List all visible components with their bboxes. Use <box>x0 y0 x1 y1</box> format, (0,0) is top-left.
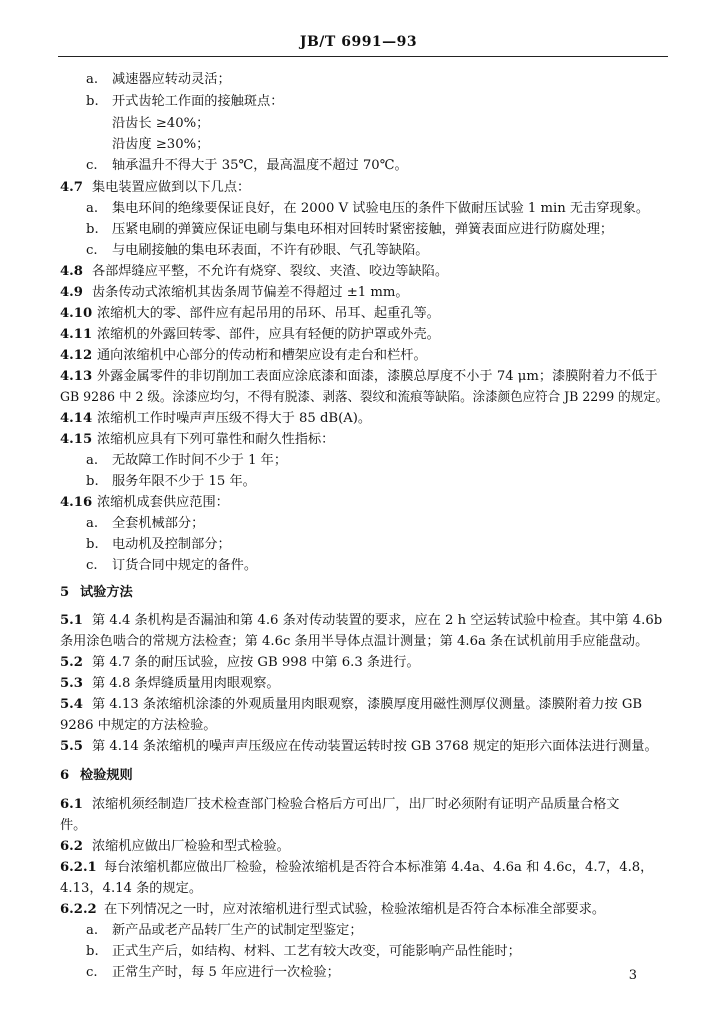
clause-text: 通向浓缩机中心部分的传动桁和槽架应设有走台和栏杆。 <box>97 348 427 363</box>
list-item: 全套机械部分； <box>112 516 205 531</box>
section-number: 5 <box>60 585 70 600</box>
list-item: 压紧电刷的弹簧应保证电刷与集电环相对回转时紧密接触，弹簧表面应进行防腐处理； <box>112 222 614 237</box>
list-item: 集电环间的绝缘要保证良好，在 2000 V 试验电压的条件下做耐压试验 1 min 无击穿现象。 <box>112 201 650 216</box>
clause-text: 第 4.14 条浓缩机的噪声声压级应在传动装置运转时按 GB 3768 规定的矩形六面体法进行测量。 <box>92 739 658 754</box>
clause-number: 5.4 <box>60 697 83 712</box>
clause-number: 4.15 <box>60 432 93 447</box>
item-label: b. <box>86 944 99 959</box>
item-label: a. <box>86 923 99 938</box>
clause-text: 第 4.4 条机构是否漏油和第 4.6 条对传动装置的要求，应在 2 h 空运转试验中检查。其中第 4.6b <box>92 613 663 628</box>
clause-text: 每台浓缩机都应做出厂检验，检验浓缩机是否符合本标准第 4.4a、4.6a 和 4.6c，4.7，4.8， <box>104 860 654 875</box>
clause-number: 6.2.1 <box>60 860 97 875</box>
clause-number: 4.16 <box>60 495 93 510</box>
list-item: 与电刷接触的集电环表面，不许有砂眼、气孔等缺陷。 <box>112 243 429 258</box>
list-item: 正常生产时，每 5 年应进行一次检验； <box>112 965 340 980</box>
item-label: b. <box>86 537 99 552</box>
clause-text-continued: 4.13，4.14 条的规定。 <box>60 881 203 896</box>
clause-text: 浓缩机应具有下列可靠性和耐久性指标： <box>97 432 335 447</box>
clause-number: 6.2 <box>60 839 83 854</box>
clause-text-continued: 条用涂色啮合的常规方法检查；第 4.6c 条用半导体点温计测量；第 4.6a 条在试机前用手应能盘动。 <box>60 634 649 649</box>
item-label: a. <box>86 516 99 531</box>
clause-text: 浓缩机大的零、部件应有起吊用的吊环、吊耳、起重孔等。 <box>97 306 440 321</box>
clause-text: 第 4.8 条焊缝质量用肉眼观察。 <box>92 676 280 691</box>
list-item: 减速器应转动灵活； <box>112 72 231 87</box>
item-label: a. <box>86 72 99 87</box>
clause-text-continued: 件。 <box>60 818 87 833</box>
clause-text: 在下列情况之一时，应对浓缩机进行型式试验，检验浓缩机是否符合本标准全部要求。 <box>104 902 606 917</box>
item-label: a. <box>86 453 99 468</box>
header-rule <box>58 56 668 57</box>
item-label: c. <box>86 965 98 980</box>
list-item: 新产品或老产品转厂生产的试制定型鉴定； <box>112 923 363 938</box>
item-label: c. <box>86 243 98 258</box>
section-heading: 试验方法 <box>80 585 133 600</box>
item-label: b. <box>86 222 99 237</box>
clause-number: 4.12 <box>60 348 93 363</box>
clause-number: 4.14 <box>60 411 93 426</box>
clause-number: 4.8 <box>60 264 83 279</box>
list-item: 正式生产后，如结构、材料、工艺有较大改变，可能影响产品性能时； <box>112 944 521 959</box>
clause-text: 浓缩机须经制造厂技术检查部门检验合格后方可出厂，出厂时必须附有证明产品质量合格文 <box>92 797 620 812</box>
clause-text-continued: 9286 中规定的方法检验。 <box>60 718 217 733</box>
clause-number: 5.1 <box>60 613 83 628</box>
clause-text: 第 4.7 条的耐压试验，应按 GB 998 中第 6.3 条进行。 <box>92 655 420 670</box>
section-heading: 检验规则 <box>80 768 133 783</box>
item-label: c. <box>86 558 98 573</box>
clause-number: 6.2.2 <box>60 902 97 917</box>
clause-text: 浓缩机应做出厂检验和型式检验。 <box>92 839 290 854</box>
list-item: 电动机及控制部分； <box>112 537 231 552</box>
list-item: 服务年限不少于 15 年。 <box>112 474 256 489</box>
clause-text: 第 4.13 条浓缩机涂漆的外观质量用肉眼观察，漆膜厚度用磁性测厚仪测量。漆膜附着力按 GB <box>92 697 643 712</box>
clause-number: 6.1 <box>60 797 83 812</box>
clause-text-continued: GB 9286 中 2 级。涂漆应均匀，不得有脱漆、剥落、裂纹和流痕等缺陷。涂漆颜色应符合 JB 2299 的规定。 <box>60 390 669 405</box>
clause-text: 浓缩机成套供应范围： <box>97 495 229 510</box>
list-item: 无故障工作时间不少于 1 年； <box>112 453 288 468</box>
item-label: b. <box>86 94 99 109</box>
clause-number: 4.7 <box>60 180 83 195</box>
item-label: a. <box>86 201 99 216</box>
clause-number: 5.3 <box>60 676 83 691</box>
list-item: 订货合同中规定的备件。 <box>112 558 258 573</box>
list-item-detail: 沿齿长 ≥40%； <box>112 116 210 131</box>
list-item: 轴承温升不得大于 35℃，最高温度不超过 70℃。 <box>112 158 408 173</box>
clause-number: 5.2 <box>60 655 83 670</box>
clause-number: 4.10 <box>60 306 93 321</box>
clause-text: 外露金属零件的非切削加工表面应涂底漆和面漆，漆膜总厚度不小于 74 μm；漆膜附着力不低于 <box>97 369 658 384</box>
clause-number: 5.5 <box>60 739 83 754</box>
clause-text: 各部焊缝应平整，不允许有烧穿、裂纹、夹渣、咬边等缺陷。 <box>92 264 449 279</box>
section-number: 6 <box>60 768 70 783</box>
clause-number: 4.13 <box>60 369 93 384</box>
clause-text: 齿条传动式浓缩机其齿条周节偏差不得超过 ±1 mm。 <box>92 285 409 300</box>
item-label: b. <box>86 474 99 489</box>
list-item-detail: 沿齿度 ≥30%； <box>112 137 210 152</box>
clause-number: 4.11 <box>60 327 93 342</box>
clause-number: 4.9 <box>60 285 83 300</box>
page-number: 3 <box>628 968 637 983</box>
document-code-header: JB/T 6991—93 <box>299 34 418 50</box>
clause-text: 集电装置应做到以下几点： <box>92 180 251 195</box>
item-label: c. <box>86 158 98 173</box>
clause-text: 浓缩机的外露回转零、部件，应具有轻便的防护罩或外壳。 <box>97 327 440 342</box>
list-item: 开式齿轮工作面的接触斑点： <box>112 94 284 109</box>
clause-text: 浓缩机工作时噪声声压级不得大于 85 dB(A)。 <box>97 411 372 426</box>
